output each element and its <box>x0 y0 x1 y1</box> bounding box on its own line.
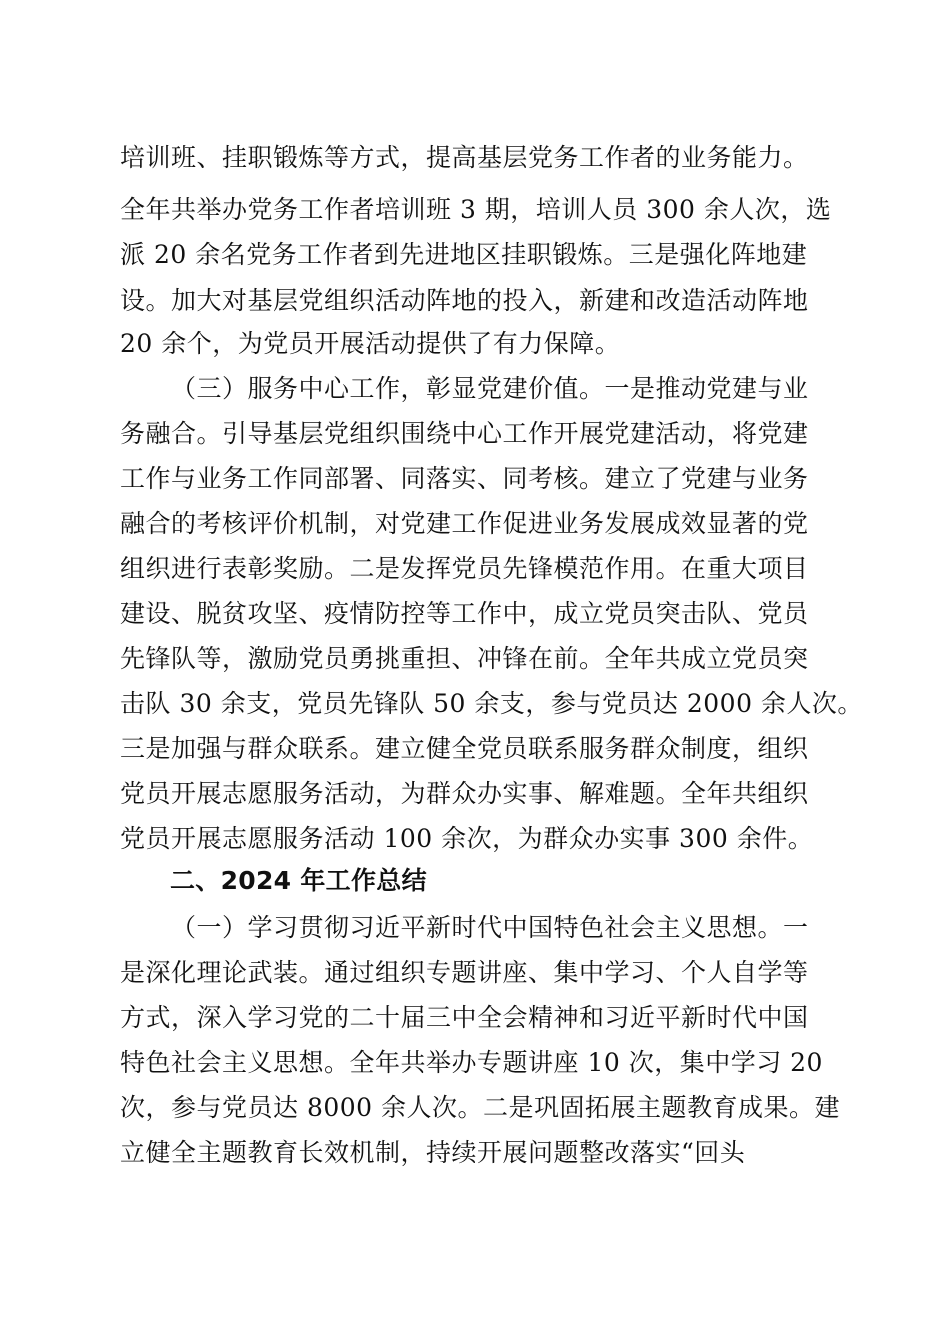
paragraph-line: 工作与业务工作同部署、同落实、同考核。建立了党建与业务 <box>120 464 809 493</box>
section-heading-3: （三）服务中心工作，彰显党建价值。一是推动党建与业 <box>171 374 809 403</box>
section-heading-1: （一）学习贯彻习近平新时代中国特色社会主义思想。一 <box>171 913 809 942</box>
paragraph-line: 三是加强与群众联系。建立健全党员联系服务群众制度，组织 <box>120 734 809 763</box>
paragraph-line: 建设、脱贫攻坚、疫情防控等工作中，成立党员突击队、党员 <box>120 599 809 628</box>
paragraph-line: 设。加大对基层党组织活动阵地的投入，新建和改造活动阵地 <box>120 286 809 315</box>
paragraph-line: 党员开展志愿服务活动 100 余次，为群众办实事 300 余件。 <box>120 824 814 853</box>
paragraph-line: 击队 30 余支，党员先锋队 50 余支，参与党员达 2000 余人次。 <box>120 689 863 718</box>
paragraph-line: 20 余个，为党员开展活动提供了有力保障。 <box>120 329 621 358</box>
paragraph-line: 次，参与党员达 8000 余人次。二是巩固拓展主题教育成果。建 <box>120 1093 841 1122</box>
paragraph-line: 方式，深入学习党的二十届三中全会精神和习近平新时代中国 <box>120 1003 809 1032</box>
paragraph-line: 党员开展志愿服务活动，为群众办实事、解难题。全年共组织 <box>120 779 809 808</box>
paragraph-line: 务融合。引导基层党组织围绕中心工作开展党建活动，将党建 <box>120 419 809 448</box>
paragraph-line: 融合的考核评价机制，对党建工作促进业务发展成效显著的党 <box>120 509 809 538</box>
paragraph-line: 组织进行表彰奖励。二是发挥党员先锋模范作用。在重大项目 <box>120 554 809 583</box>
paragraph-line: 先锋队等，激励党员勇挑重担、冲锋在前。全年共成立党员突 <box>120 644 809 673</box>
paragraph-line: 是深化理论武装。通过组织专题讲座、集中学习、个人自学等 <box>120 958 809 987</box>
paragraph-line: 培训班、挂职锻炼等方式，提高基层党务工作者的业务能力。 <box>120 143 809 172</box>
paragraph-line: 派 20 余名党务工作者到先进地区挂职锻炼。三是强化阵地建 <box>120 240 808 269</box>
paragraph-line: 特色社会主义思想。全年共举办专题讲座 10 次，集中学习 20 <box>120 1048 823 1077</box>
paragraph-line: 全年共举办党务工作者培训班 3 期，培训人员 300 余人次，选 <box>120 195 832 224</box>
paragraph-line: 立健全主题教育长效机制，持续开展问题整改落实“回头 <box>120 1138 746 1167</box>
section-heading-2024-summary: 二、2024 年工作总结 <box>170 866 427 895</box>
